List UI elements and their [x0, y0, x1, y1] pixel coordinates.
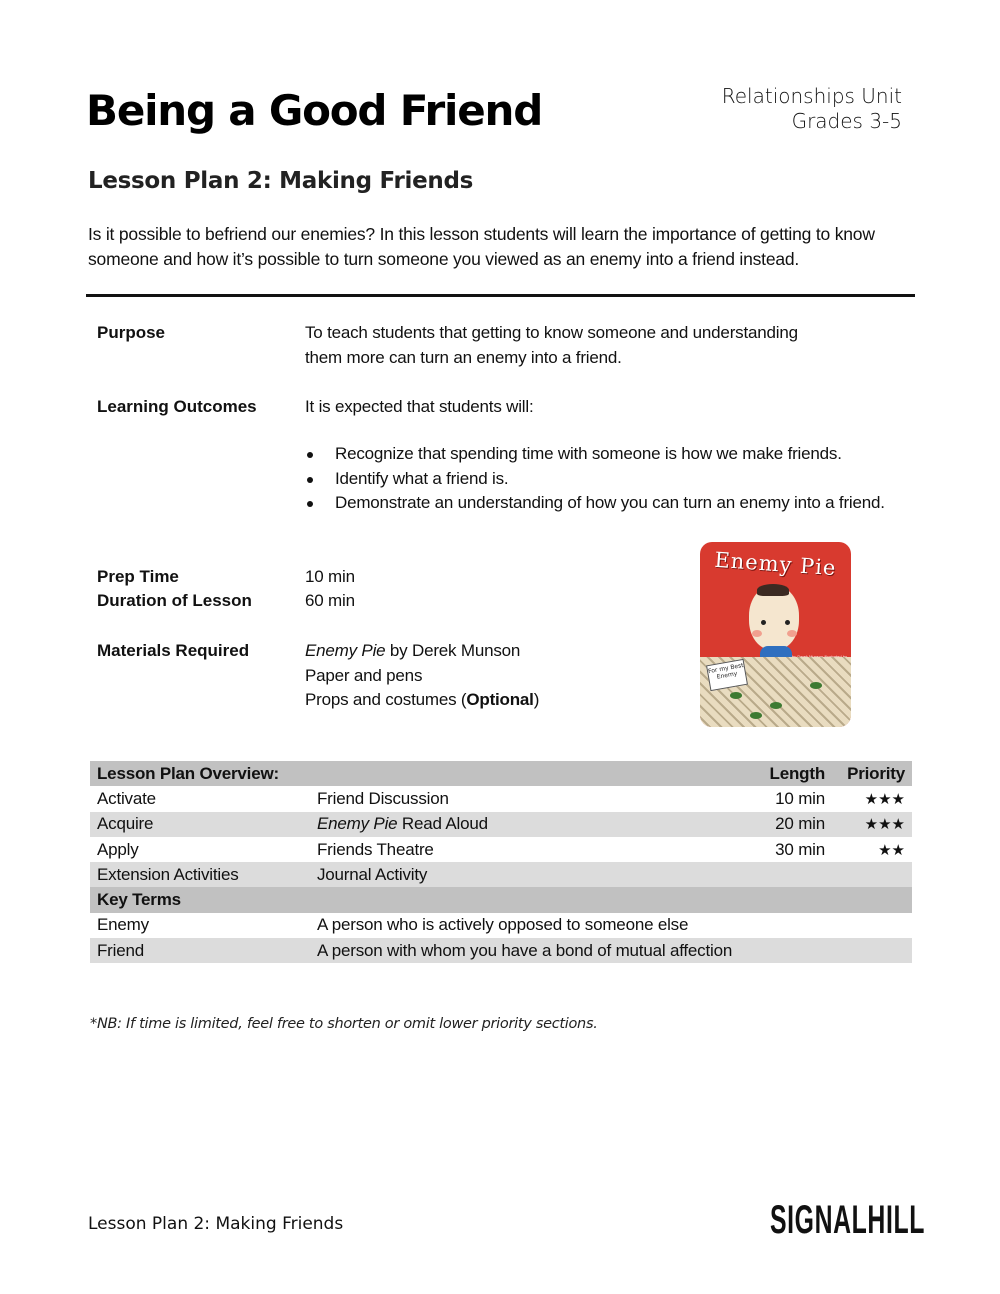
length-cell: 20 min	[740, 812, 832, 837]
priority-stars-icon: ★★★	[864, 789, 905, 808]
eye-illustration	[785, 620, 790, 625]
lesson-title: Lesson Plan 2: Making Friends	[88, 168, 473, 194]
material-item: Props and costumes (Optional)	[305, 690, 540, 709]
unit-name: Relationships Unit	[721, 84, 902, 108]
document-title: Being a Good Friend	[86, 86, 543, 135]
cheek-illustration	[787, 630, 797, 637]
material-item: Enemy Pie by Derek Munson	[305, 641, 521, 660]
key-terms-label: Key Terms	[90, 887, 912, 912]
lesson-intro: Is it possible to befriend our enemies? In this lesson students will learn the importance of getting to know someone and how it’s possible to turn someone you viewed as an enemy into a friend instead.	[88, 224, 875, 269]
table-row	[90, 812, 912, 837]
length-cell: 30 min	[775, 839, 825, 859]
leaf-illustration	[750, 712, 762, 719]
leaf-illustration	[770, 702, 782, 709]
outcomes-list	[305, 442, 905, 516]
duration-label: Duration of Lesson	[97, 591, 252, 610]
cheek-illustration	[752, 630, 762, 637]
activity-cell: Friends Theatre	[317, 839, 434, 859]
table-row	[90, 786, 912, 811]
purpose-line: To teach students that getting to know someone and understanding	[305, 323, 798, 342]
outcomes-label: Learning Outcomes	[97, 397, 257, 416]
outcome-item: Identify what a friend is.	[305, 467, 905, 492]
table-row	[90, 837, 912, 862]
priority-stars-icon: ★★★	[832, 812, 912, 837]
definition-cell: A person with whom you have a bond of mutual affection	[310, 938, 912, 963]
length-cell: 10 min	[775, 788, 825, 808]
priority-header: Priority	[832, 761, 912, 786]
prep-time-value: 10 min	[305, 567, 355, 586]
outcomes-intro: It is expected that students will:	[305, 397, 534, 416]
outcome-item: Recognize that spending time with someone is how we make friends.	[305, 442, 905, 467]
length-cell	[740, 862, 832, 887]
phase-cell: Apply	[97, 839, 139, 859]
purpose-label: Purpose	[97, 323, 166, 342]
table-row	[90, 862, 912, 887]
pie-sign: For my Best Enemy	[706, 659, 748, 691]
boy-hair-illustration	[757, 584, 789, 596]
phase-cell: Acquire	[90, 812, 310, 837]
phase-cell: Activate	[97, 788, 156, 808]
unit-info	[722, 84, 902, 134]
length-header: Length	[740, 761, 832, 786]
term-cell: Friend	[90, 938, 310, 963]
duration-value: 60 min	[305, 591, 355, 610]
bullet-icon	[307, 477, 313, 483]
table-header-row	[90, 761, 912, 786]
purpose-line: them more can turn an enemy into a friend.	[305, 347, 622, 367]
materials-label: Materials Required	[97, 641, 250, 660]
eye-illustration	[761, 620, 766, 625]
definition-cell: A person who is actively opposed to someone else	[317, 915, 689, 935]
activity-cell: Journal Activity	[310, 862, 740, 887]
priority-stars-icon: ★★	[878, 840, 905, 859]
purpose-value	[305, 321, 905, 370]
phase-cell: Extension Activities	[90, 862, 310, 887]
lesson-overview-table	[90, 761, 912, 963]
leaf-illustration	[730, 692, 742, 699]
key-terms-header-row	[90, 887, 912, 912]
section-divider	[86, 294, 915, 297]
book-cover-title: Enemy Pie	[713, 547, 838, 581]
time-note: *NB: If time is limited, feel free to shorten or omit lower priority sections.	[90, 1016, 598, 1032]
footer-lesson-title: Lesson Plan 2: Making Friends	[88, 1214, 344, 1234]
priority-stars-icon	[832, 862, 912, 887]
bullet-icon	[307, 501, 313, 507]
table-row	[90, 913, 912, 938]
table-row	[90, 938, 912, 963]
prep-time-label: Prep Time	[97, 567, 179, 586]
overview-header-label: Lesson Plan Overview:	[90, 761, 740, 786]
outcome-item: Demonstrate an understanding of how you can turn an enemy into a friend.	[305, 491, 895, 516]
bullet-icon	[307, 452, 313, 458]
activity-cell: Enemy Pie Read Aloud	[310, 812, 740, 837]
activity-cell: Friend Discussion	[317, 788, 449, 808]
book-title-text: Enemy Pie	[305, 641, 386, 660]
leaf-illustration	[810, 682, 822, 689]
term-cell: Enemy	[97, 915, 149, 935]
signalhill-logo: SIGNALHILL	[770, 1198, 925, 1242]
book-cover-image	[700, 542, 851, 727]
material-item: Paper and pens	[305, 665, 423, 685]
grade-range: Grades 3-5	[791, 109, 902, 133]
